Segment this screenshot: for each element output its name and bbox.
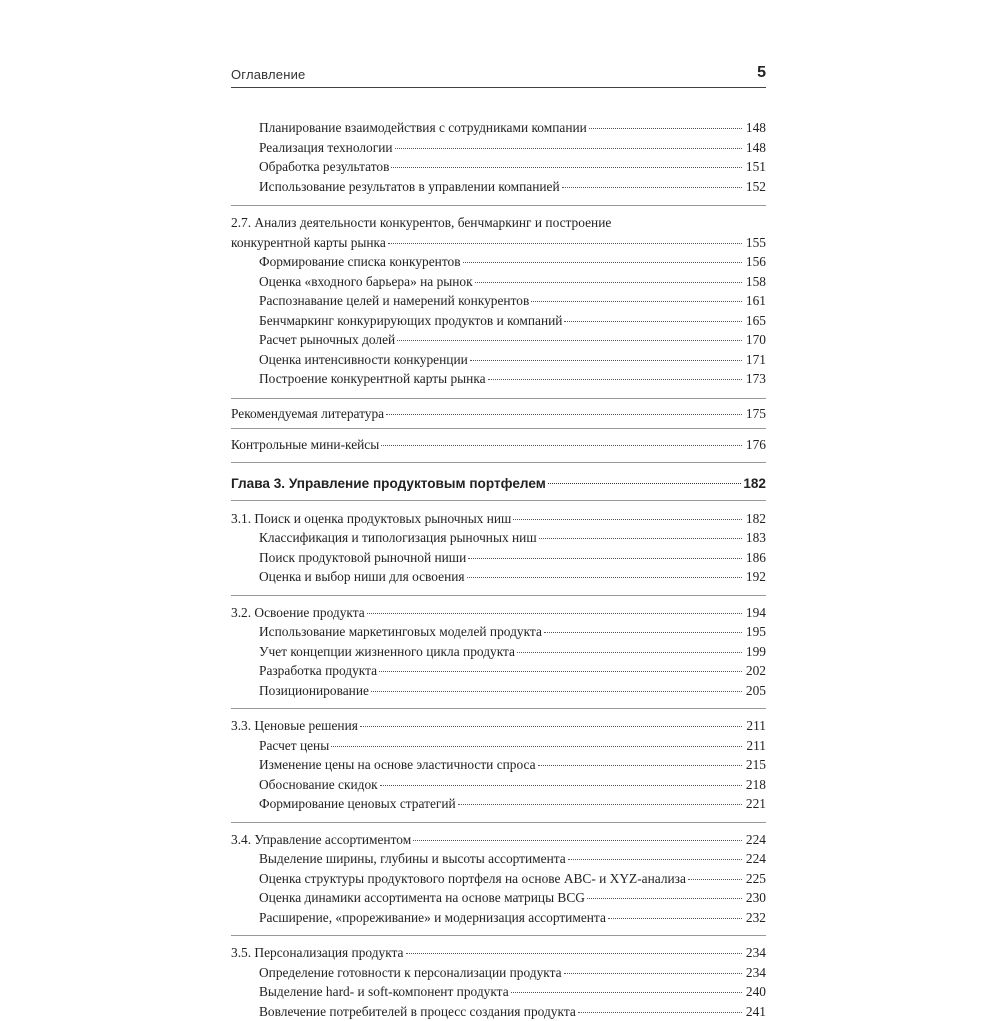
header-title: Оглавление — [231, 67, 305, 82]
dot-leader — [367, 613, 742, 614]
dot-leader — [386, 414, 742, 415]
toc-entry[interactable] — [231, 681, 766, 701]
dot-leader — [564, 973, 742, 974]
toc-section-title: 3.3. Ценовые решения — [231, 716, 358, 736]
dot-leader — [488, 379, 742, 380]
toc-entry[interactable] — [231, 642, 766, 662]
toc-entry-title: Классификация и типологизация рыночных ниш — [259, 528, 537, 548]
dot-leader — [388, 243, 742, 244]
toc-entry[interactable] — [231, 330, 766, 350]
toc-entry[interactable] — [231, 736, 766, 756]
dot-leader — [468, 558, 742, 559]
toc-entry-page: 230 — [744, 888, 766, 908]
toc-entry-page: 148 — [744, 138, 766, 158]
toc-entry[interactable] — [231, 138, 766, 158]
toc-section-heading[interactable] — [231, 716, 766, 736]
chapter-page: 182 — [743, 473, 766, 495]
toc-group-intro — [231, 118, 766, 196]
toc-entry-title: Оценка структуры продуктового портфеля на основе ABC- и XYZ-анализа — [259, 869, 686, 889]
toc-entry-title: Обработка результатов — [259, 157, 389, 177]
dot-leader — [531, 301, 742, 302]
toc-entry-title: Расширение, «прореживание» и модернизация ассортимента — [259, 908, 606, 928]
toc-entry-page: 165 — [744, 311, 766, 331]
toc-entry[interactable] — [231, 963, 766, 983]
toc-entry-page: 211 — [744, 736, 766, 756]
toc-entry[interactable] — [231, 755, 766, 775]
toc-entry-page: 240 — [744, 982, 766, 1002]
toc-entry-title: Выделение hard- и soft-компонент продукта — [259, 982, 509, 1002]
toc-entry-title: Оценка и выбор ниши для освоения — [259, 567, 465, 587]
dot-leader — [458, 804, 742, 805]
dot-leader — [578, 1012, 742, 1013]
running-header — [231, 64, 766, 82]
toc-entry[interactable] — [231, 118, 766, 138]
toc-entry-title: Оценка интенсивности конкуренции — [259, 350, 468, 370]
toc-entry-page: 205 — [744, 681, 766, 701]
dot-leader — [395, 148, 742, 149]
toc-entry-page: 156 — [744, 252, 766, 272]
toc-entry-page: 161 — [744, 291, 766, 311]
toc-section-page: 224 — [744, 830, 766, 850]
dot-leader — [463, 262, 742, 263]
dot-leader — [470, 360, 742, 361]
toc-entry-page: 170 — [744, 330, 766, 350]
dot-leader — [608, 918, 742, 919]
toc-mini-cases[interactable] — [231, 435, 766, 455]
section-divider — [231, 822, 766, 823]
toc-entry-title: Планирование взаимодействия с сотрудниками компании — [259, 118, 587, 138]
toc-entry-page: 186 — [744, 548, 766, 568]
toc-section-page: 182 — [744, 509, 766, 529]
toc-entry-page: 173 — [744, 369, 766, 389]
toc-entry-title: Учет концепции жизненного цикла продукта — [259, 642, 515, 662]
toc-entry-title: Изменение цены на основе эластичности спроса — [259, 755, 536, 775]
toc-section-3-3 — [231, 716, 766, 814]
section-divider — [231, 398, 766, 399]
dot-leader — [397, 340, 742, 341]
toc-entry-title: Вовлечение потребителей в процесс создания продукта — [259, 1002, 576, 1021]
dot-leader — [371, 691, 742, 692]
toc-section-3-1 — [231, 509, 766, 587]
toc-entry-title: Контрольные мини-кейсы — [231, 435, 379, 455]
section-divider — [231, 500, 766, 501]
section-divider — [231, 708, 766, 709]
toc-section-heading[interactable] — [231, 509, 766, 529]
dot-leader — [589, 128, 742, 129]
toc-entry[interactable] — [231, 1002, 766, 1021]
dot-leader — [380, 785, 742, 786]
header-rule — [231, 87, 766, 88]
toc-entry[interactable] — [231, 982, 766, 1002]
toc-entry-page: 148 — [744, 118, 766, 138]
toc-section-page: 194 — [744, 603, 766, 623]
toc-entry-page: 183 — [744, 528, 766, 548]
toc-entry-page: 218 — [744, 775, 766, 795]
toc-entry-page: 158 — [744, 272, 766, 292]
dot-leader — [568, 859, 742, 860]
toc-entry-page: 215 — [744, 755, 766, 775]
section-divider — [231, 205, 766, 206]
toc-section-heading[interactable] — [231, 603, 766, 623]
section-divider — [231, 595, 766, 596]
toc-entry-page: 175 — [744, 404, 766, 424]
toc-entry[interactable] — [231, 794, 766, 814]
dot-leader — [688, 879, 742, 880]
toc-entry-title: Оценка динамики ассортимента на основе матрицы BCG — [259, 888, 585, 908]
toc-entry-title: Распознавание целей и намерений конкурентов — [259, 291, 529, 311]
toc-entry[interactable] — [231, 272, 766, 292]
toc-section-2-7 — [231, 213, 766, 389]
toc-entry-title: Использование результатов в управлении компанией — [259, 177, 560, 197]
toc-section-heading[interactable] — [231, 213, 766, 252]
toc-entry[interactable] — [231, 548, 766, 568]
toc-section-page: 211 — [744, 716, 766, 736]
toc-entry[interactable] — [231, 567, 766, 587]
toc-entry-page: 152 — [744, 177, 766, 197]
toc-entry-page: 202 — [744, 661, 766, 681]
section-divider — [231, 428, 766, 429]
toc-section-3-2 — [231, 603, 766, 701]
dot-leader — [331, 746, 742, 747]
toc-entry-title: Реализация технологии — [259, 138, 393, 158]
toc-entry[interactable] — [231, 622, 766, 642]
toc-entry-page: 221 — [744, 794, 766, 814]
dot-leader — [564, 321, 742, 322]
dot-leader — [379, 671, 742, 672]
chapter-title: Глава 3. Управление продуктовым портфелем — [231, 473, 546, 495]
toc-entry-title: Формирование списка конкурентов — [259, 252, 461, 272]
dot-leader — [467, 577, 742, 578]
toc-entry[interactable] — [231, 157, 766, 177]
toc-section-title: 3.4. Управление ассортиментом — [231, 830, 411, 850]
toc-entry[interactable] — [231, 661, 766, 681]
toc-section-heading[interactable] — [231, 943, 766, 963]
toc-entry-title: Позиционирование — [259, 681, 369, 701]
section-divider — [231, 935, 766, 936]
toc-entry[interactable] — [231, 311, 766, 331]
toc-entry[interactable] — [231, 869, 766, 889]
toc-entry-title: Разработка продукта — [259, 661, 377, 681]
dot-leader — [539, 538, 742, 539]
toc-entry[interactable] — [231, 369, 766, 389]
toc-entry[interactable] — [231, 849, 766, 869]
toc-entry-page: 234 — [744, 963, 766, 983]
toc-entry-page: 195 — [744, 622, 766, 642]
dot-leader — [391, 167, 742, 168]
toc-entry-title: Расчет цены — [259, 736, 329, 756]
dot-leader — [562, 187, 742, 188]
toc-entry-title: Построение конкурентной карты рынка — [259, 369, 486, 389]
toc-entry-title: Поиск продуктовой рыночной ниши — [259, 548, 466, 568]
toc-entry[interactable] — [231, 291, 766, 311]
toc-entry-page: 192 — [744, 567, 766, 587]
toc-section-heading[interactable] — [231, 830, 766, 850]
dot-leader — [513, 519, 742, 520]
toc-section-title-line2: конкурентной карты рынка — [231, 233, 386, 253]
toc-entry-page: 225 — [744, 869, 766, 889]
toc-entry[interactable] — [231, 775, 766, 795]
dot-leader — [544, 632, 742, 633]
toc-entry-page: 176 — [744, 435, 766, 455]
toc-entry[interactable] — [231, 177, 766, 197]
toc-entry-title: Бенчмаркинг конкурирующих продуктов и компаний — [259, 311, 562, 331]
dot-leader — [406, 953, 743, 954]
toc-entry-page: 199 — [744, 642, 766, 662]
toc-literature[interactable] — [231, 404, 766, 424]
toc-section-title: 3.1. Поиск и оценка продуктовых рыночных ниш — [231, 509, 511, 529]
toc-entry-page: 232 — [744, 908, 766, 928]
toc-section-3-4 — [231, 830, 766, 928]
toc-entry[interactable] — [231, 888, 766, 908]
dot-leader — [381, 445, 742, 446]
toc-section-title: 3.5. Персонализация продукта — [231, 943, 404, 963]
dot-leader — [548, 483, 742, 484]
dot-leader — [360, 726, 742, 727]
dot-leader — [475, 282, 742, 283]
toc-entry[interactable] — [231, 528, 766, 548]
toc-entry-title: Расчет рыночных долей — [259, 330, 395, 350]
toc-section-title: 3.2. Освоение продукта — [231, 603, 365, 623]
toc-entry-title: Использование маркетинговых моделей продукта — [259, 622, 542, 642]
toc-entry-page: 171 — [744, 350, 766, 370]
toc-entry-page: 151 — [744, 157, 766, 177]
dot-leader — [538, 765, 742, 766]
toc-chapter-3[interactable] — [231, 473, 766, 495]
toc-entry[interactable] — [231, 908, 766, 928]
section-divider — [231, 462, 766, 463]
toc-entry-title: Выделение ширины, глубины и высоты ассортимента — [259, 849, 566, 869]
dot-leader — [587, 898, 742, 899]
toc-entry[interactable] — [231, 350, 766, 370]
toc-entry-page: 224 — [744, 849, 766, 869]
dot-leader — [413, 840, 742, 841]
toc-entry-title: Обоснование скидок — [259, 775, 378, 795]
toc-entry-page: 241 — [744, 1002, 766, 1021]
toc-section-3-5 — [231, 943, 766, 1021]
dot-leader — [517, 652, 742, 653]
header-page-number: 5 — [757, 64, 766, 82]
toc-entry-title: Формирование ценовых стратегий — [259, 794, 456, 814]
toc-entry-title: Оценка «входного барьера» на рынок — [259, 272, 473, 292]
dot-leader — [511, 992, 742, 993]
table-of-contents — [231, 118, 766, 1021]
toc-section-page: 234 — [744, 943, 766, 963]
toc-entry-title: Рекомендуемая литература — [231, 404, 384, 424]
toc-entry[interactable] — [231, 252, 766, 272]
toc-section-page: 155 — [744, 233, 766, 253]
toc-entry-title: Определение готовности к персонализации продукта — [259, 963, 562, 983]
toc-section-title-line1: 2.7. Анализ деятельности конкурентов, бенчмаркинг и построение — [231, 213, 766, 233]
